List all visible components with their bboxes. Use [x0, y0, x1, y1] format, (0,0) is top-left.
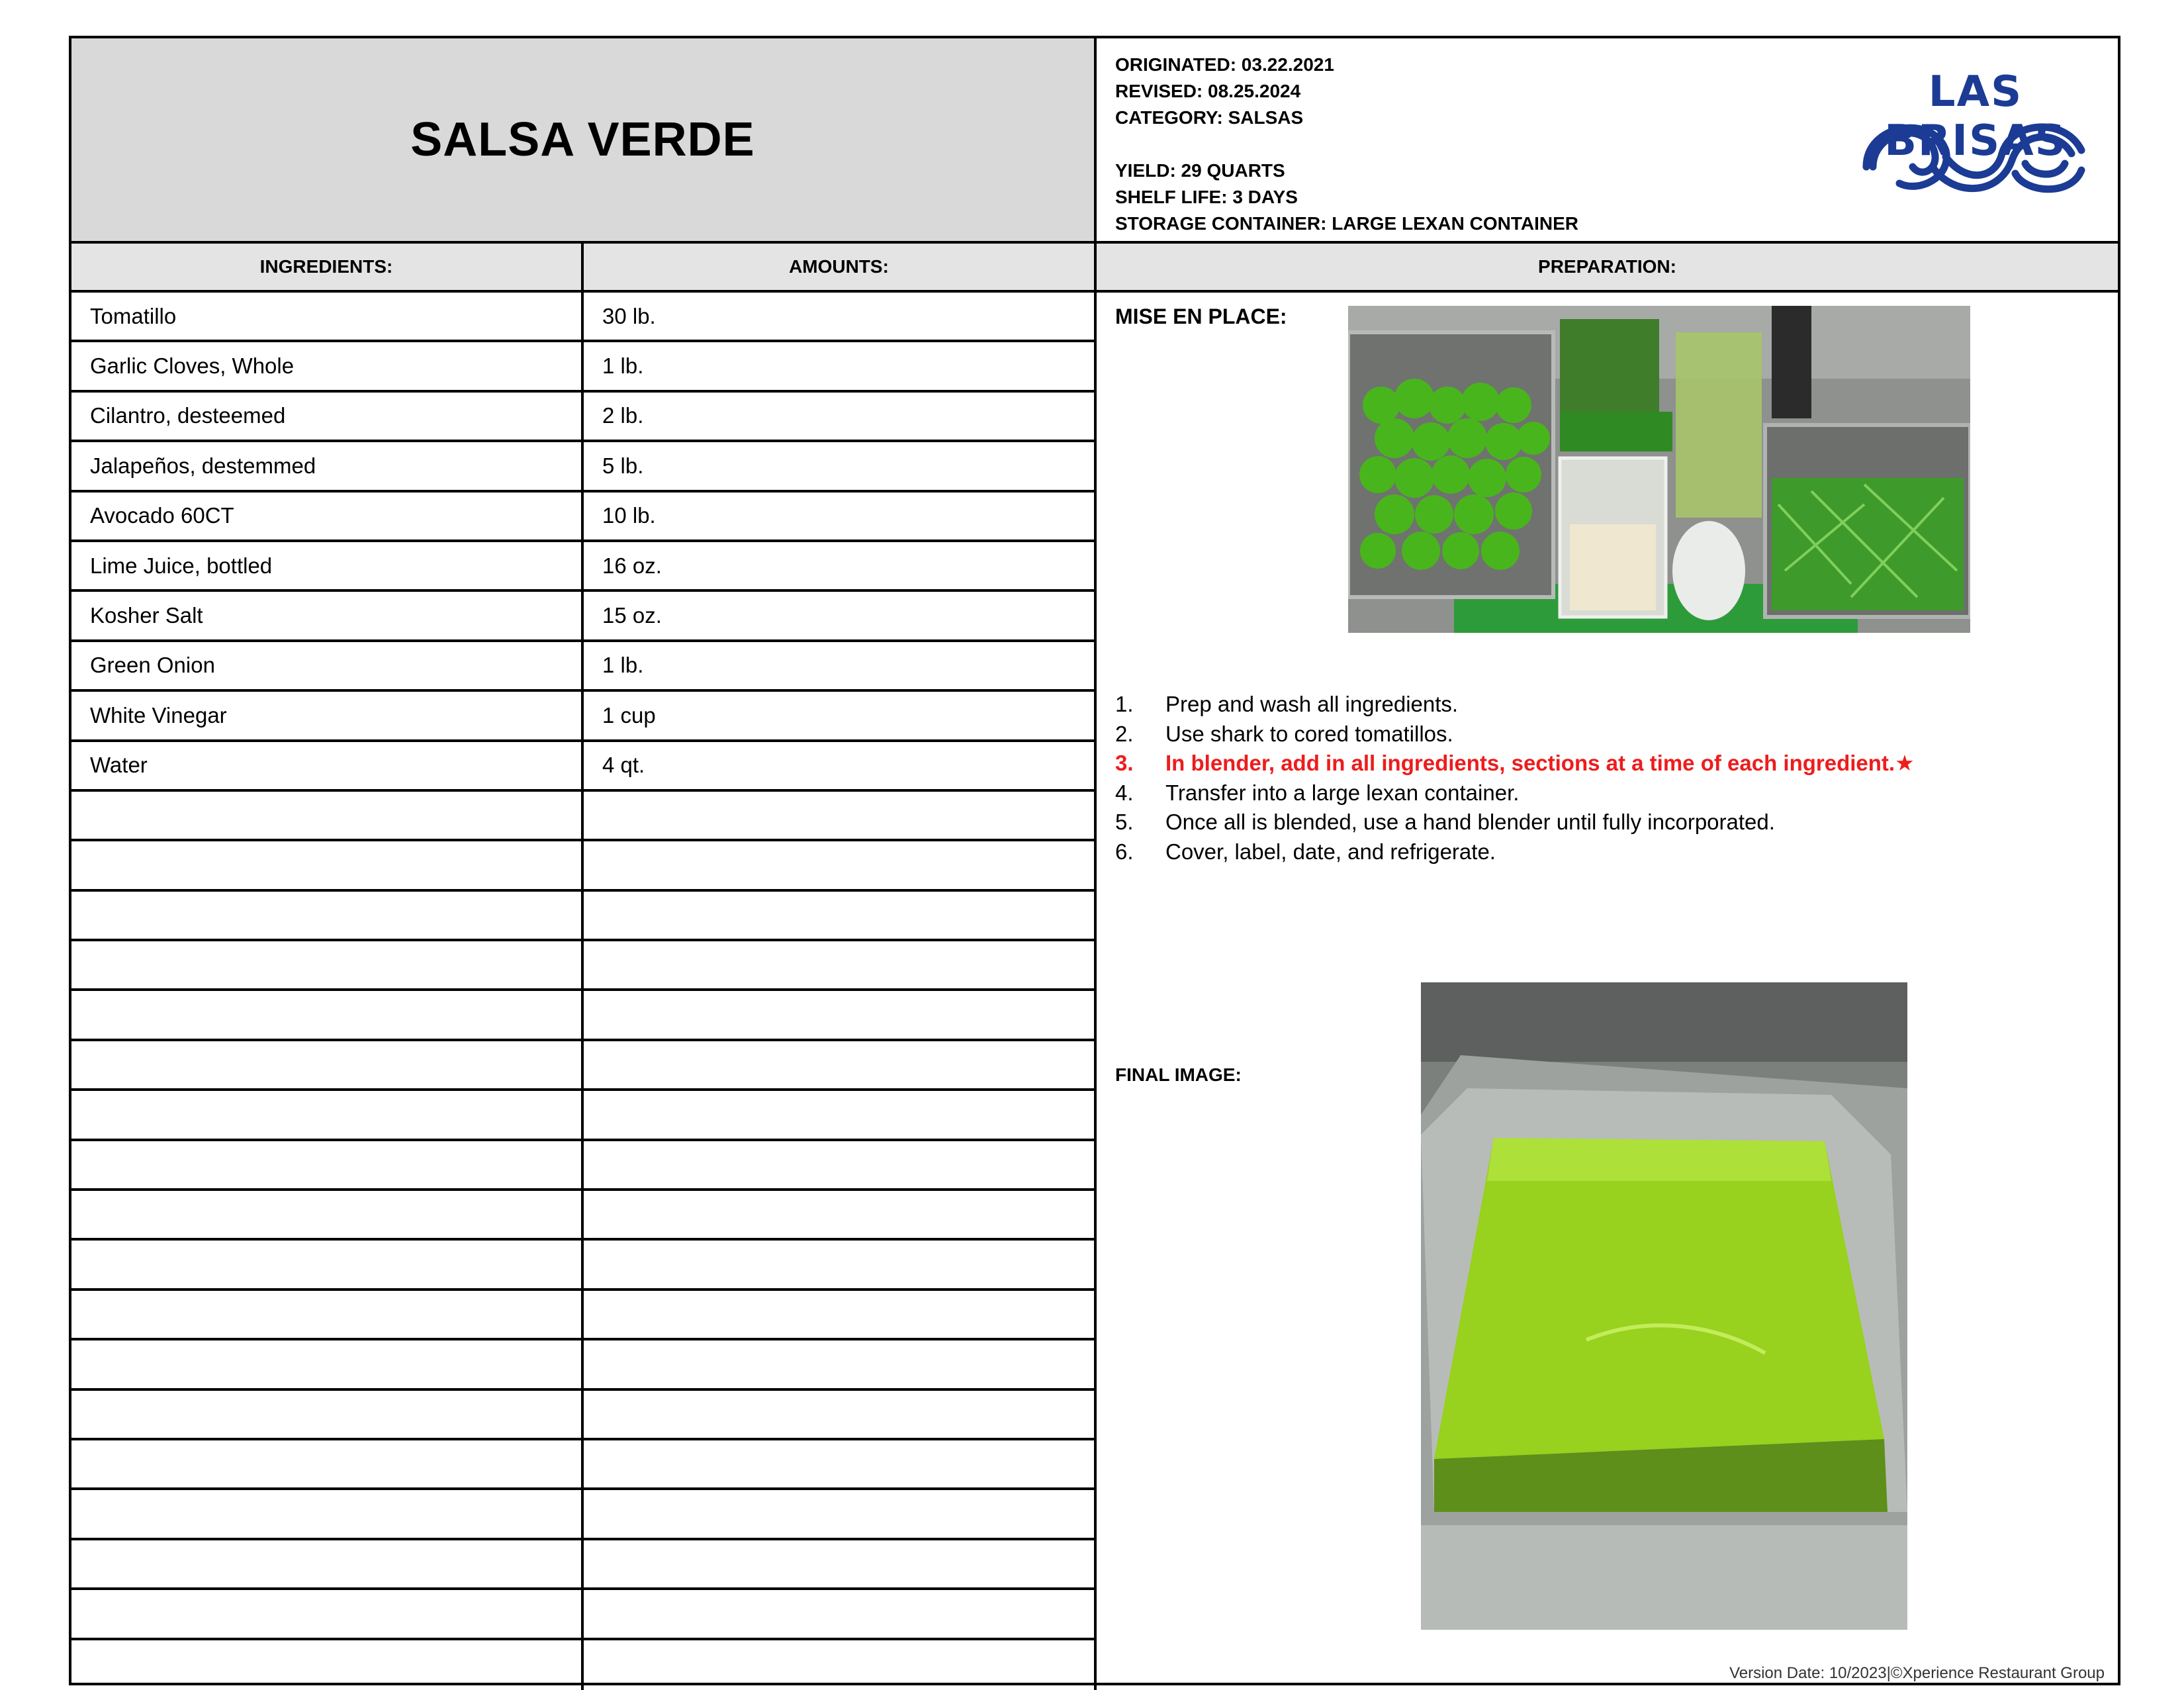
table-row: [71, 1191, 1097, 1241]
table-row: [71, 1640, 1097, 1690]
step-3: 3. In blender, add in all ingredients, sections at a time of each ingredient.★: [1115, 751, 1915, 775]
table-row: [71, 991, 1097, 1041]
ingredient-name: Tomatillo: [71, 293, 584, 340]
ingredient-amount: [584, 1640, 1097, 1690]
step-6: 6. Cover, label, date, and refrigerate.: [1115, 839, 1496, 864]
ingredient-amount: [584, 1440, 1097, 1487]
ingredient-amount: [584, 1291, 1097, 1338]
ingredients-header: INGREDIENTS:: [71, 244, 584, 293]
table-row: [71, 1590, 1097, 1640]
table-row: [71, 342, 1097, 392]
table-row: [71, 1091, 1097, 1141]
table-row: [71, 642, 1097, 692]
table-row: [71, 393, 1097, 442]
ingredient-name: [71, 941, 584, 988]
ingredient-amount: [584, 1141, 1097, 1188]
final-image-photo: [1421, 982, 1907, 1630]
ingredient-amount: [584, 841, 1097, 888]
ingredient-amount: 10 lb.: [584, 493, 1097, 540]
table-row: [71, 1391, 1097, 1440]
ingredient-amount: [584, 1241, 1097, 1288]
table-row: [71, 1041, 1097, 1091]
mise-en-place-image: [1348, 306, 1970, 633]
ingredient-amount: 1 cup: [584, 692, 1097, 739]
title-cell: [71, 38, 1097, 244]
ingredient-name: Garlic Cloves, Whole: [71, 342, 584, 389]
ingredient-name: Kosher Salt: [71, 592, 584, 639]
ingredient-name: [71, 1640, 584, 1690]
ingredient-amount: [584, 892, 1097, 939]
step-4: 4. Transfer into a large lexan container.: [1115, 780, 1520, 805]
ingredient-name: [71, 1191, 584, 1238]
ingredient-name: Cilantro, desteemed: [71, 393, 584, 440]
ingredient-name: [71, 1291, 584, 1338]
table-row: [71, 1141, 1097, 1191]
recipe-card: [69, 36, 2120, 1685]
step-1: 1. Prep and wash all ingredients.: [1115, 692, 1459, 716]
ingredient-amount: [584, 991, 1097, 1038]
ingredient-name: [71, 1041, 584, 1088]
ingredient-amount: [584, 1191, 1097, 1238]
ingredient-amount: [584, 1041, 1097, 1088]
ingredient-name: [71, 841, 584, 888]
table-row: [71, 941, 1097, 991]
ingredient-name: Water: [71, 742, 584, 789]
table-row: [71, 493, 1097, 542]
ingredient-name: [71, 1241, 584, 1288]
table-row: [71, 592, 1097, 641]
ingredient-name: [71, 1590, 584, 1637]
category: CATEGORY: SALSAS: [1115, 107, 1304, 128]
originated-date: ORIGINATED: 03.22.2021: [1115, 54, 1334, 75]
ingredient-amount: [584, 1391, 1097, 1438]
preparation-section: [1097, 293, 2118, 1683]
mise-en-place-label: MISE EN PLACE:: [1115, 305, 1287, 328]
ingredient-amount: 30 lb.: [584, 293, 1097, 340]
ingredient-name: [71, 1490, 584, 1537]
ingredient-name: [71, 792, 584, 839]
table-row: [71, 1291, 1097, 1340]
ingredient-name: [71, 991, 584, 1038]
table-row: [71, 841, 1097, 891]
recipe-meta: [1097, 38, 2118, 244]
ingredient-name: [71, 1440, 584, 1487]
ingredient-name: [71, 1091, 584, 1138]
ingredient-name: Green Onion: [71, 642, 584, 689]
ingredient-name: Lime Juice, bottled: [71, 542, 584, 589]
yield: YIELD: 29 QUARTS: [1115, 160, 1285, 181]
step-5: 5. Once all is blended, use a hand blender until fully incorporated.: [1115, 810, 1775, 834]
ingredient-amount: [584, 792, 1097, 839]
preparation-steps: [1115, 690, 2095, 867]
table-row: [71, 1540, 1097, 1590]
version-footer: Version Date: 10/2023|©Xperience Restaurant Group: [1729, 1664, 2105, 1682]
ingredient-amount: [584, 1490, 1097, 1537]
logo-wordmark: LAS BRISAS: [1884, 68, 2067, 165]
ingredient-name: [71, 1540, 584, 1587]
recipe-title: SALSA VERDE: [410, 113, 755, 166]
table-row: [71, 692, 1097, 741]
table-row: [71, 1440, 1097, 1490]
ingredient-name: [71, 892, 584, 939]
ingredient-name: Jalapeños, destemmed: [71, 442, 584, 489]
ingredient-name: [71, 1340, 584, 1387]
preparation-header: PREPARATION:: [1097, 244, 2118, 293]
ingredient-amount: 16 oz.: [584, 542, 1097, 589]
table-row: [71, 792, 1097, 841]
table-row: [71, 293, 1097, 342]
ingredient-amount: 2 lb.: [584, 393, 1097, 440]
amounts-header: AMOUNTS:: [584, 244, 1097, 293]
ingredient-amount: [584, 1091, 1097, 1138]
ingredient-amount: [584, 1340, 1097, 1387]
storage-container: STORAGE CONTAINER: LARGE LEXAN CONTAINER: [1115, 213, 1579, 234]
ingredient-amount: 5 lb.: [584, 442, 1097, 489]
ingredient-amount: 4 qt.: [584, 742, 1097, 789]
shelf-life: SHELF LIFE: 3 DAYS: [1115, 187, 1298, 207]
table-row: [71, 1340, 1097, 1390]
ingredient-amount: 1 lb.: [584, 342, 1097, 389]
ingredient-name: [71, 1141, 584, 1188]
ingredient-amount: [584, 1540, 1097, 1587]
final-salsa-image: [1421, 982, 1907, 1630]
final-image-label: FINAL IMAGE:: [1115, 1064, 1242, 1085]
table-row: [71, 892, 1097, 941]
las-brisas-logo: [1860, 68, 2091, 200]
ingredient-amount: 15 oz.: [584, 592, 1097, 639]
ingredient-amount: [584, 1590, 1097, 1637]
ingredient-amount: [584, 941, 1097, 988]
table-row: [71, 742, 1097, 792]
revised-date: REVISED: 08.25.2024: [1115, 81, 1301, 101]
wave-logo-icon: [1860, 68, 2091, 200]
table-row: [71, 542, 1097, 592]
ingredient-name: White Vinegar: [71, 692, 584, 739]
step-2: 2. Use shark to cored tomatillos.: [1115, 721, 1453, 746]
table-row: [71, 1241, 1097, 1290]
mise-en-place-photo: [1348, 306, 1970, 633]
ingredient-name: Avocado 60CT: [71, 493, 584, 540]
table-row: [71, 442, 1097, 492]
ingredients-table: [71, 293, 1097, 1690]
ingredient-amount: 1 lb.: [584, 642, 1097, 689]
table-row: [71, 1490, 1097, 1540]
ingredient-name: [71, 1391, 584, 1438]
